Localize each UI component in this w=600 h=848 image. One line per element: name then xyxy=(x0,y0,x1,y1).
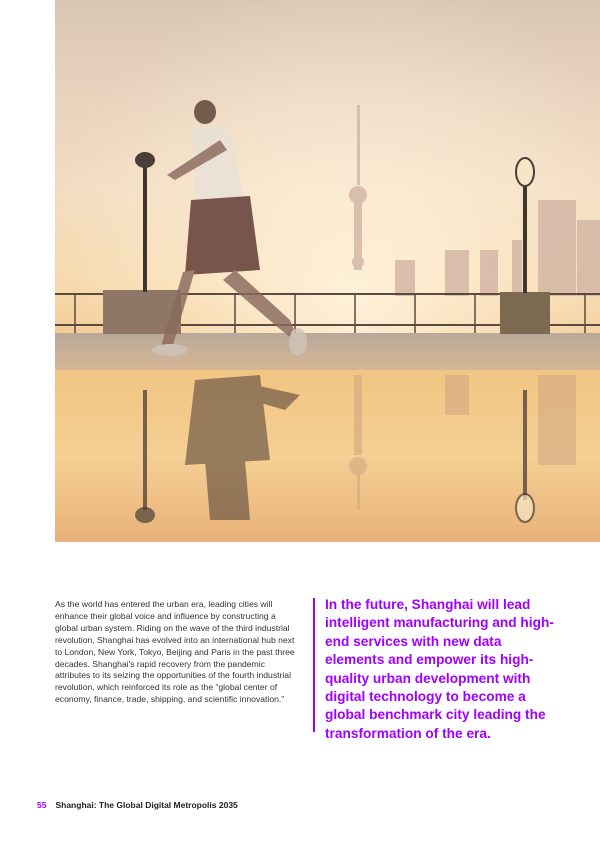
report-title: Shanghai: The Global Digital Metropolis 2035 xyxy=(55,800,238,810)
page-footer xyxy=(37,800,238,810)
runner-skyline-illustration xyxy=(55,0,600,542)
body-paragraph: As the world has entered the urban era, leading cities will enhance their global voice and influence by constructing a global urban system. Riding on the wave of the third industrial revolution, Shanghai has evolved into an international hub next to London, New York, Tokyo, Beijing and Paris in the past three decades. Shanghai's rapid recovery from the pandemic attributes to its seizing the opportunities of the fourth industrial revolution, which reinforced its role as the “global center of economy, finance, trade, shipping, and scientific innovation.” xyxy=(55,599,295,705)
pull-quote: In the future, Shanghai will lead intelligent manufacturing and high-end services with new data elements and empower its high-quality urban development with digital technology to become a global benchmark city leading the transformation of the era. xyxy=(325,597,554,741)
page-number: 55 xyxy=(37,800,47,810)
pull-quote-rule xyxy=(313,598,315,732)
kiosk xyxy=(500,292,550,334)
hero-photo xyxy=(55,0,600,542)
